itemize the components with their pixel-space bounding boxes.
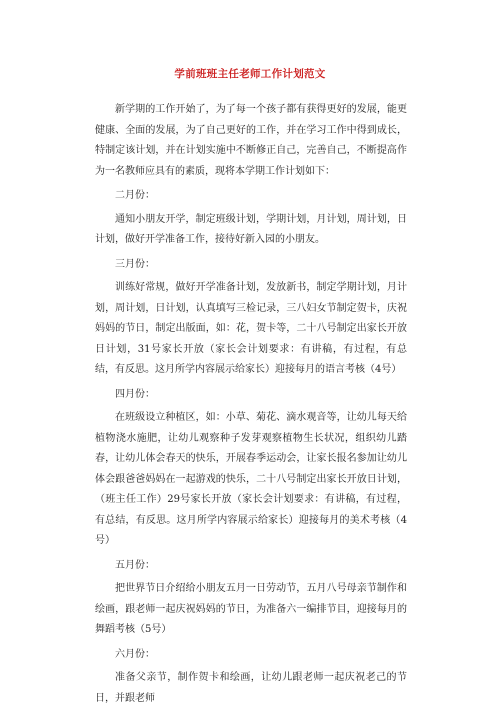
- february-paragraph: 通知小朋友开学，制定班级计划，学期计划，月计划，周计划，日计划，做好开学准备工作，接待好新入园的小朋友。: [95, 213, 407, 245]
- document-body: [95, 100, 407, 713]
- month-heading-march: 三月份：: [115, 258, 155, 270]
- march-paragraph: 训练好常规，做好开学准备计划，发放新书，制定学期计划，月计划，周计划，日计划，认真填写三检记录，三八妇女节制定贺卡，庆祝妈妈的节日，制定出版面，如：花，贺卡等，二十八号制定出家长开放日计划，31号家长开放（家长会计划要求：有讲稿，有过程，有总结，有反思。这月所学内容展示给家长）迎接每月的语言考核（4号）: [95, 282, 407, 375]
- april-paragraph: 在班级设立种植区，如：小草、菊花、滴水观音等，让幼儿每天给植物浇水施肥，让幼儿观察种子发芽观察植物生长状况，组织幼儿踏春，让幼儿体会春天的快乐，开展春季运动会，让家长报名参加让幼儿体会跟爸爸妈妈在一起游戏的快乐，二十八号制定出家长开放日计划，（班主任工作）29号家长开放（家长会计划要求：有讲稿，有过程，有总结，有反思。这月所学内容展示给家长）迎接每月的美术考核（4号）: [95, 412, 407, 546]
- intro-paragraph: 新学期的工作开始了，为了每一个孩子都有获得更好的发展，能更健康、全面的发展，为了自己更好的工作，并在学习工作中得到成长，特制定该计划，并在计划实施中不断修正自己，完善自己，不断提高作为一名教师应具有的素质，现将本学期工作计划如下：: [95, 104, 407, 177]
- month-heading-april: 四月份：: [115, 388, 155, 400]
- may-paragraph: 把世界节日介绍给小朋友五月一日劳动节，五月八号母亲节制作和绘画，跟老师一起庆祝妈妈的节日，为准备六一编排节目，迎接每月的舞蹈考核（5号）: [95, 583, 407, 635]
- month-heading-february: 二月份：: [115, 190, 155, 201]
- document-title: 学前班班主任老师工作计划范文: [174, 68, 326, 80]
- month-heading-june: 六月份：: [115, 648, 155, 660]
- month-heading-may: 五月份：: [115, 559, 155, 571]
- june-paragraph: 准备父亲节，制作贺卡和绘画，让幼儿跟老师一起庆祝老己的节日，并跟老师: [95, 672, 407, 704]
